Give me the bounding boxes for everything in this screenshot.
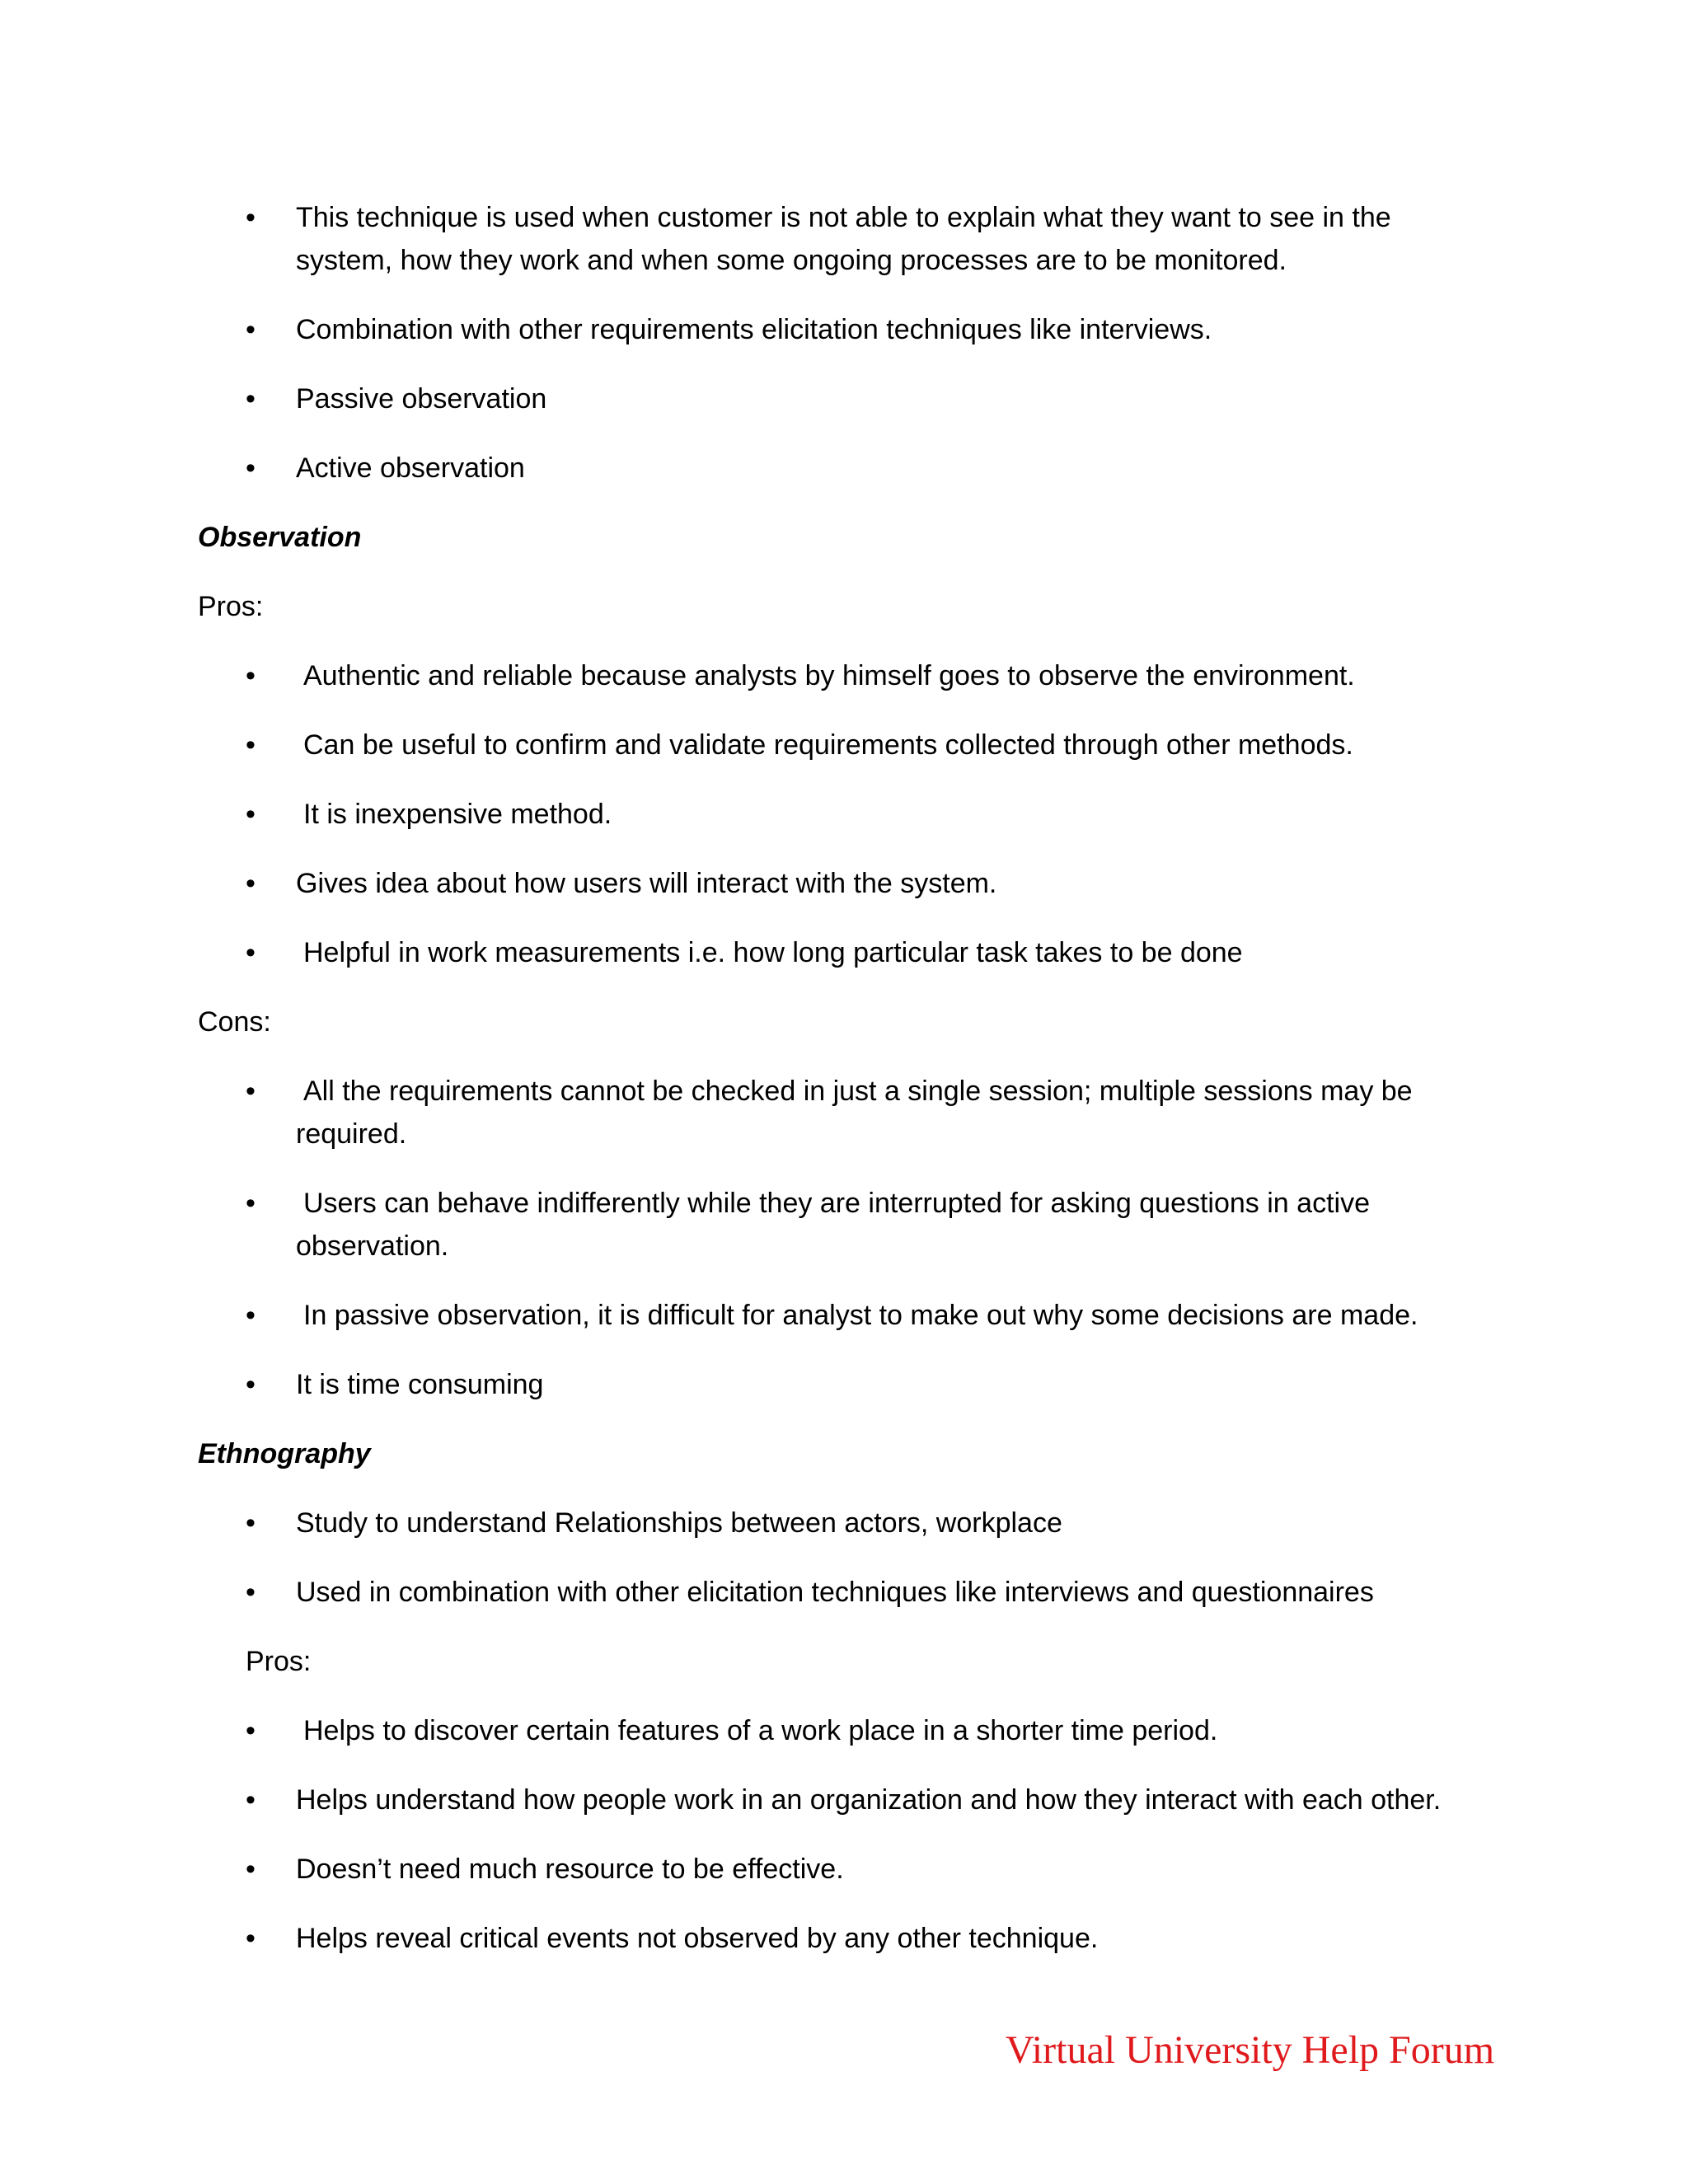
list-item-text: Used in combination with other elicitation techniques like interviews and questionnaires	[296, 1577, 1374, 1608]
list-item	[198, 308, 1484, 351]
list-item	[198, 1182, 1484, 1268]
list-item-text: Combination with other requirements elicitation techniques like interviews.	[296, 314, 1212, 345]
list-item	[198, 447, 1484, 490]
list-item-text: Users can behave indifferently while they are interrupted for asking questions in active observation.	[296, 1188, 1370, 1262]
ethnography-pros-list	[198, 1709, 1484, 1960]
list-item	[198, 1294, 1484, 1337]
list-item	[198, 1363, 1484, 1406]
list-item	[198, 1709, 1484, 1752]
footer-watermark: Virtual University Help Forum	[1006, 2028, 1495, 2072]
list-item	[198, 1917, 1484, 1960]
observation-cons-list	[198, 1070, 1484, 1406]
observation-cons-label: Cons:	[198, 1006, 271, 1038]
list-item-text: Helps understand how people work in an organization and how they interact with each other.	[296, 1784, 1442, 1816]
observation-heading: Observation	[198, 522, 362, 553]
list-item-text: This technique is used when customer is not able to explain what they want to see in the system, how they work and when some ongoing processes are to be monitored.	[296, 202, 1391, 276]
list-item	[198, 377, 1484, 420]
list-item	[198, 1571, 1484, 1614]
list-item	[198, 1848, 1484, 1891]
list-item	[198, 793, 1484, 836]
observation-pros-label: Pros:	[198, 591, 264, 622]
list-item-text: Study to understand Relationships between actors, workplace	[296, 1507, 1062, 1539]
list-item-text: Helps to discover certain features of a work place in a shorter time period.	[303, 1715, 1218, 1746]
observation-pros-list	[198, 654, 1484, 974]
list-item	[198, 724, 1484, 766]
intro-bullet-list	[198, 196, 1484, 490]
list-item-text: Gives idea about how users will interact with the system.	[296, 868, 997, 899]
list-item	[198, 196, 1484, 282]
list-item-text: Helps reveal critical events not observed by any other technique.	[296, 1923, 1099, 1954]
list-item	[198, 931, 1484, 974]
list-item-text: All the requirements cannot be checked in just a single session; multiple sessions may be required.	[296, 1076, 1413, 1150]
list-item-text: Passive observation	[296, 383, 547, 415]
list-item-text: Authentic and reliable because analysts by himself goes to observe the environment.	[303, 660, 1355, 691]
ethnography-pros-label: Pros:	[246, 1646, 312, 1677]
list-item	[198, 654, 1484, 697]
list-item-text: It is time consuming	[296, 1369, 544, 1400]
ethnography-heading: Ethnography	[198, 1438, 371, 1469]
list-item	[198, 862, 1484, 905]
list-item	[198, 1779, 1484, 1821]
list-item-text: Active observation	[296, 452, 525, 484]
list-item-text: In passive observation, it is difficult for analyst to make out why some decisions are made.	[303, 1300, 1418, 1331]
ethnography-bullet-list	[198, 1502, 1484, 1614]
list-item-text: Doesn’t need much resource to be effective.	[296, 1854, 844, 1885]
list-item-text: Helpful in work measurements i.e. how long particular task takes to be done	[303, 937, 1243, 968]
list-item	[198, 1502, 1484, 1544]
list-item-text: It is inexpensive method.	[303, 799, 612, 830]
list-item-text: Can be useful to confirm and validate requirements collected through other methods.	[303, 729, 1353, 761]
document-content	[198, 196, 1484, 1986]
list-item	[198, 1070, 1484, 1155]
